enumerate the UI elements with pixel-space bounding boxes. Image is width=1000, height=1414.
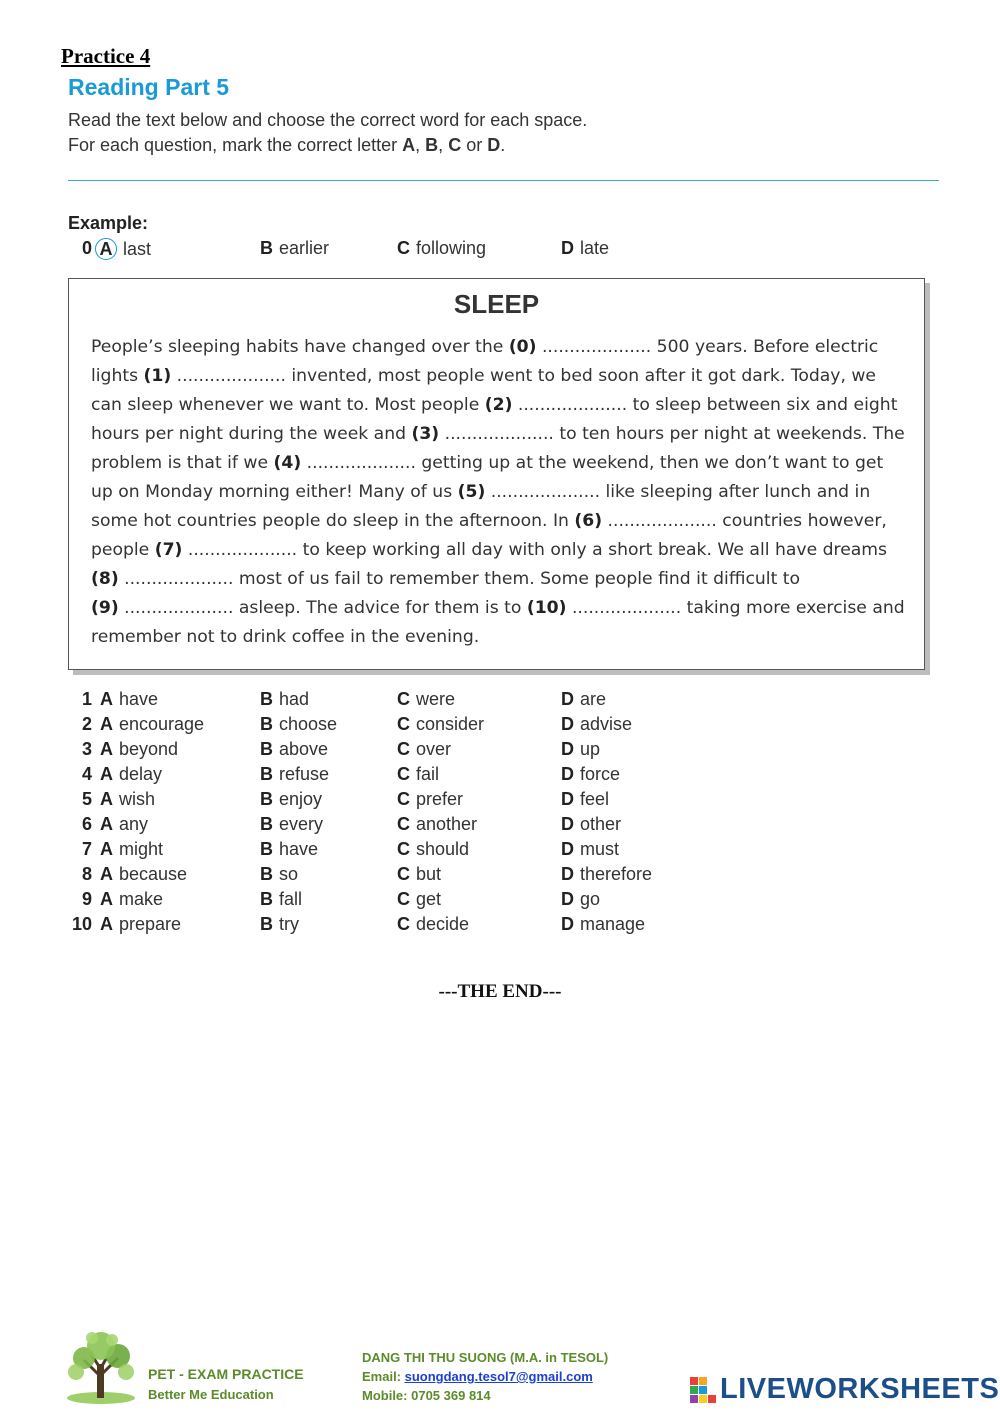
option-letter: B bbox=[260, 789, 273, 809]
option-letter: C bbox=[397, 739, 410, 759]
question-option-a[interactable] bbox=[100, 864, 187, 885]
passage-segment: lights bbox=[91, 366, 144, 386]
option-word: another bbox=[416, 814, 478, 834]
question-option-b[interactable] bbox=[260, 814, 323, 835]
example-number: 0 bbox=[81, 238, 92, 258]
passage-line bbox=[91, 395, 897, 415]
question-option-c[interactable] bbox=[397, 764, 439, 785]
passage-line bbox=[91, 540, 887, 560]
separator: or bbox=[461, 135, 488, 155]
option-word: had bbox=[279, 689, 310, 709]
option-letter: A bbox=[100, 739, 113, 759]
option-word: every bbox=[279, 814, 324, 834]
passage-segment: people bbox=[91, 540, 155, 560]
separator: , bbox=[415, 135, 426, 155]
option-word: any bbox=[119, 814, 149, 834]
example-option-letter: D bbox=[561, 238, 574, 258]
question-row bbox=[0, 889, 800, 914]
question-option-b[interactable] bbox=[260, 839, 318, 860]
option-letter: A bbox=[100, 764, 113, 784]
example-option-word: last bbox=[123, 239, 152, 259]
option-word: feel bbox=[580, 789, 610, 809]
passage-line bbox=[91, 337, 878, 357]
passage-segment: up on Monday morning either! Many of us bbox=[91, 482, 458, 502]
example-option-letter-selected: A bbox=[95, 238, 117, 260]
option-word: choose bbox=[279, 714, 338, 734]
gap-number: (9) bbox=[91, 598, 119, 618]
question-option-d[interactable] bbox=[561, 764, 620, 785]
question-option-c[interactable] bbox=[397, 839, 469, 860]
option-letter: D bbox=[561, 739, 574, 759]
passage-line bbox=[91, 453, 883, 473]
option-letter: B bbox=[260, 739, 273, 759]
separator: , bbox=[438, 135, 449, 155]
example-option-c[interactable] bbox=[397, 238, 486, 259]
author-name: DANG THI THU SUONG (M.A. in TESOL) bbox=[362, 1350, 609, 1365]
option-letter: B bbox=[260, 764, 273, 784]
passage-line bbox=[91, 598, 905, 618]
gap-number: (1) bbox=[143, 366, 172, 386]
passage-box bbox=[68, 278, 925, 670]
option-letter: D bbox=[561, 889, 574, 909]
instruction-text: For each question, mark the correct letter bbox=[68, 135, 403, 155]
passage-segment: .................... like sleeping after lunch and in bbox=[485, 482, 871, 502]
question-option-c[interactable] bbox=[397, 864, 441, 885]
option-word: decide bbox=[416, 914, 470, 934]
question-option-b[interactable] bbox=[260, 914, 299, 935]
example-option-letter: C bbox=[397, 238, 410, 258]
passage-title: SLEEP bbox=[453, 289, 540, 319]
option-letter: C bbox=[397, 914, 410, 934]
example-option-letter: B bbox=[260, 238, 273, 258]
practice-title: Practice 4 bbox=[61, 44, 151, 68]
example-option-b[interactable] bbox=[260, 238, 329, 259]
gap-number: (10) bbox=[526, 598, 567, 618]
passage-segment: some hot countries people do sleep in the afternoon. In bbox=[91, 511, 575, 531]
question-option-c[interactable] bbox=[397, 814, 477, 835]
option-word: so bbox=[279, 864, 299, 884]
question-option-d[interactable] bbox=[561, 689, 606, 710]
instruction-line-1: Read the text below and choose the correct word for each space. bbox=[68, 110, 588, 130]
gap-number: (7) bbox=[154, 540, 183, 560]
end-marker: ---THE END--- bbox=[438, 981, 562, 1002]
option-letter: D bbox=[561, 789, 574, 809]
option-word: go bbox=[580, 889, 601, 909]
option-word: enjoy bbox=[279, 789, 323, 809]
passage-segment: .................... invented, most people went to bed soon after it got dark. Today, we bbox=[171, 366, 877, 386]
question-option-d[interactable] bbox=[561, 789, 609, 810]
option-word: up bbox=[580, 739, 601, 759]
option-word: get bbox=[416, 889, 442, 909]
option-letter: A bbox=[100, 839, 113, 859]
question-option-a[interactable] bbox=[100, 914, 181, 935]
divider bbox=[68, 180, 939, 181]
question-option-b[interactable] bbox=[260, 864, 298, 885]
option-letter: B bbox=[260, 889, 273, 909]
passage-segment: .................... most of us fail to remember them. Some people find it difficult to bbox=[118, 569, 801, 589]
option-letter: B bbox=[260, 864, 273, 884]
letter-a: A bbox=[402, 135, 416, 155]
option-letter: C bbox=[397, 689, 410, 709]
question-option-a[interactable] bbox=[100, 889, 163, 910]
option-word: must bbox=[580, 839, 620, 859]
question-number: 6 bbox=[81, 814, 92, 834]
option-word: make bbox=[119, 889, 164, 909]
question-option-a[interactable] bbox=[100, 814, 148, 835]
passage-segment: .................... countries however, bbox=[602, 511, 887, 531]
option-letter: A bbox=[100, 914, 113, 934]
passage-segment: .................... asleep. The advice for them is to bbox=[118, 598, 527, 618]
passage-segment: .................... to sleep between six and eight bbox=[512, 395, 898, 415]
question-row bbox=[0, 789, 800, 814]
option-word: might bbox=[119, 839, 164, 859]
passage-line bbox=[91, 569, 800, 589]
footer-brand: PET - EXAM PRACTICE bbox=[148, 1366, 304, 1382]
question-number: 10 bbox=[71, 914, 92, 934]
example-option-d[interactable] bbox=[561, 238, 609, 259]
option-word: force bbox=[580, 764, 621, 784]
option-word: therefore bbox=[580, 864, 653, 884]
question-option-c[interactable] bbox=[397, 739, 451, 760]
option-letter: D bbox=[561, 689, 574, 709]
option-letter: D bbox=[561, 914, 574, 934]
question-option-a[interactable] bbox=[100, 689, 158, 710]
option-word: beyond bbox=[119, 739, 179, 759]
question-row bbox=[0, 814, 800, 839]
option-letter: C bbox=[397, 764, 410, 784]
option-letter: D bbox=[561, 714, 574, 734]
option-letter: B bbox=[260, 689, 273, 709]
option-letter: C bbox=[397, 789, 410, 809]
question-option-a[interactable] bbox=[100, 764, 162, 785]
option-letter: B bbox=[260, 914, 273, 934]
passage-segment: .................... taking more exercise and bbox=[566, 598, 905, 618]
question-number: 8 bbox=[81, 864, 92, 884]
question-option-c[interactable] bbox=[397, 889, 441, 910]
question-option-d[interactable] bbox=[561, 889, 600, 910]
option-word: advise bbox=[580, 714, 633, 734]
gap-number: (8) bbox=[91, 569, 119, 589]
passage-segment: .................... to ten hours per night at weekends. The bbox=[439, 424, 905, 444]
footer-subtitle: Better Me Education bbox=[148, 1387, 274, 1402]
option-word: other bbox=[580, 814, 622, 834]
email-label: Email: bbox=[362, 1369, 405, 1384]
question-option-a[interactable] bbox=[100, 714, 204, 735]
option-letter: C bbox=[397, 814, 410, 834]
option-letter: C bbox=[397, 714, 410, 734]
question-option-b[interactable] bbox=[260, 739, 328, 760]
question-number: 3 bbox=[81, 739, 92, 759]
option-word: are bbox=[580, 689, 607, 709]
question-option-d[interactable] bbox=[561, 864, 652, 885]
gap-number: (2) bbox=[484, 395, 513, 415]
option-letter: C bbox=[397, 864, 410, 884]
question-number: 9 bbox=[81, 889, 92, 909]
option-word: try bbox=[279, 914, 299, 934]
question-row bbox=[0, 689, 800, 714]
example-option-a[interactable] bbox=[98, 238, 151, 260]
option-letter: C bbox=[397, 839, 410, 859]
passage-line bbox=[91, 627, 479, 647]
question-option-a[interactable] bbox=[100, 739, 178, 760]
option-letter: A bbox=[100, 714, 113, 734]
option-letter: A bbox=[100, 889, 113, 909]
question-option-b[interactable] bbox=[260, 714, 337, 735]
example-row bbox=[0, 238, 800, 263]
question-option-b[interactable] bbox=[260, 689, 309, 710]
option-letter: B bbox=[260, 714, 273, 734]
question-option-a[interactable] bbox=[100, 839, 163, 860]
gap-number: (3) bbox=[411, 424, 440, 444]
question-option-d[interactable] bbox=[561, 914, 645, 935]
option-letter: A bbox=[100, 689, 113, 709]
gap-number: (0) bbox=[508, 337, 537, 357]
option-word: consider bbox=[416, 714, 485, 734]
question-option-d[interactable] bbox=[561, 814, 621, 835]
option-letter: C bbox=[397, 889, 410, 909]
instruction-line-2 bbox=[68, 135, 505, 156]
option-letter: D bbox=[561, 764, 574, 784]
passage-segment: remember not to drink coffee in the evening. bbox=[91, 627, 480, 647]
option-word: have bbox=[119, 689, 159, 709]
option-letter: A bbox=[100, 789, 113, 809]
question-option-d[interactable] bbox=[561, 839, 619, 860]
option-word: encourage bbox=[119, 714, 205, 734]
gap-number: (6) bbox=[574, 511, 603, 531]
option-word: refuse bbox=[279, 764, 330, 784]
option-word: because bbox=[119, 864, 188, 884]
question-option-b[interactable] bbox=[260, 764, 329, 785]
tree-logo-icon bbox=[64, 1330, 138, 1408]
question-option-c[interactable] bbox=[397, 789, 463, 810]
section-title: Reading Part 5 bbox=[68, 74, 230, 100]
question-option-b[interactable] bbox=[260, 789, 322, 810]
question-option-c[interactable] bbox=[397, 914, 469, 935]
question-number: 2 bbox=[81, 714, 92, 734]
option-word: prefer bbox=[416, 789, 464, 809]
passage-segment: People’s sleeping habits have changed over the bbox=[91, 337, 509, 357]
example-option-word: following bbox=[416, 238, 487, 258]
question-number: 4 bbox=[81, 764, 92, 784]
question-row bbox=[0, 839, 800, 864]
question-option-d[interactable] bbox=[561, 739, 600, 760]
option-word: manage bbox=[580, 914, 646, 934]
example-label: Example: bbox=[68, 213, 149, 233]
option-word: should bbox=[416, 839, 470, 859]
question-option-c[interactable] bbox=[397, 714, 484, 735]
passage-line bbox=[91, 482, 870, 502]
question-row bbox=[0, 914, 800, 939]
question-option-a[interactable] bbox=[100, 789, 155, 810]
question-option-b[interactable] bbox=[260, 889, 302, 910]
question-number: 1 bbox=[81, 689, 92, 709]
option-word: above bbox=[279, 739, 329, 759]
option-word: fall bbox=[279, 889, 303, 909]
option-letter: B bbox=[260, 814, 273, 834]
example-option-word: late bbox=[580, 238, 610, 258]
question-row bbox=[0, 714, 800, 739]
option-word: fail bbox=[416, 764, 440, 784]
passage-segment: .................... 500 years. Before electric bbox=[536, 337, 879, 357]
passage-segment: hours per night during the week and bbox=[91, 424, 412, 444]
question-option-c[interactable] bbox=[397, 689, 455, 710]
passage-segment: .................... to keep working all day with only a short break. We all have dreams bbox=[182, 540, 888, 560]
option-letter: B bbox=[260, 839, 273, 859]
option-letter: A bbox=[100, 864, 113, 884]
question-option-d[interactable] bbox=[561, 714, 632, 735]
question-number: 5 bbox=[81, 789, 92, 809]
question-row bbox=[0, 764, 800, 789]
passage-segment: .................... getting up at the weekend, then we don’t want to get bbox=[301, 453, 884, 473]
example-option-word: earlier bbox=[279, 238, 330, 258]
liveworksheets-blocks-icon bbox=[690, 1377, 716, 1403]
option-letter: D bbox=[561, 814, 574, 834]
option-letter: D bbox=[561, 864, 574, 884]
passage-line bbox=[91, 424, 905, 444]
option-word: were bbox=[416, 689, 456, 709]
letter-b: B bbox=[425, 135, 439, 155]
option-word: have bbox=[279, 839, 319, 859]
gap-number: (5) bbox=[457, 482, 486, 502]
passage-segment: problem is that if we bbox=[91, 453, 274, 473]
option-word: delay bbox=[119, 764, 163, 784]
option-word: wish bbox=[119, 789, 156, 809]
liveworksheets-text: LIVEWORKSHEETS bbox=[720, 1373, 1000, 1405]
letter-c: C bbox=[448, 135, 462, 155]
option-letter: D bbox=[561, 839, 574, 859]
question-row bbox=[0, 739, 800, 764]
question-row bbox=[0, 864, 800, 889]
email-line bbox=[362, 1369, 593, 1384]
option-word: over bbox=[416, 739, 452, 759]
option-word: but bbox=[416, 864, 442, 884]
letter-d: D bbox=[487, 135, 501, 155]
question-number: 7 bbox=[81, 839, 92, 859]
separator: . bbox=[500, 135, 506, 155]
passage-line bbox=[91, 366, 876, 386]
passage-segment: can sleep whenever we want to. Most people bbox=[91, 395, 485, 415]
mobile-line: Mobile: 0705 369 814 bbox=[362, 1388, 491, 1403]
gap-number: (4) bbox=[273, 453, 302, 473]
option-letter: A bbox=[100, 814, 113, 834]
email-link[interactable]: suongdang.tesol7@gmail.com bbox=[404, 1369, 593, 1384]
passage-line bbox=[91, 511, 887, 531]
option-word: prepare bbox=[119, 914, 182, 934]
